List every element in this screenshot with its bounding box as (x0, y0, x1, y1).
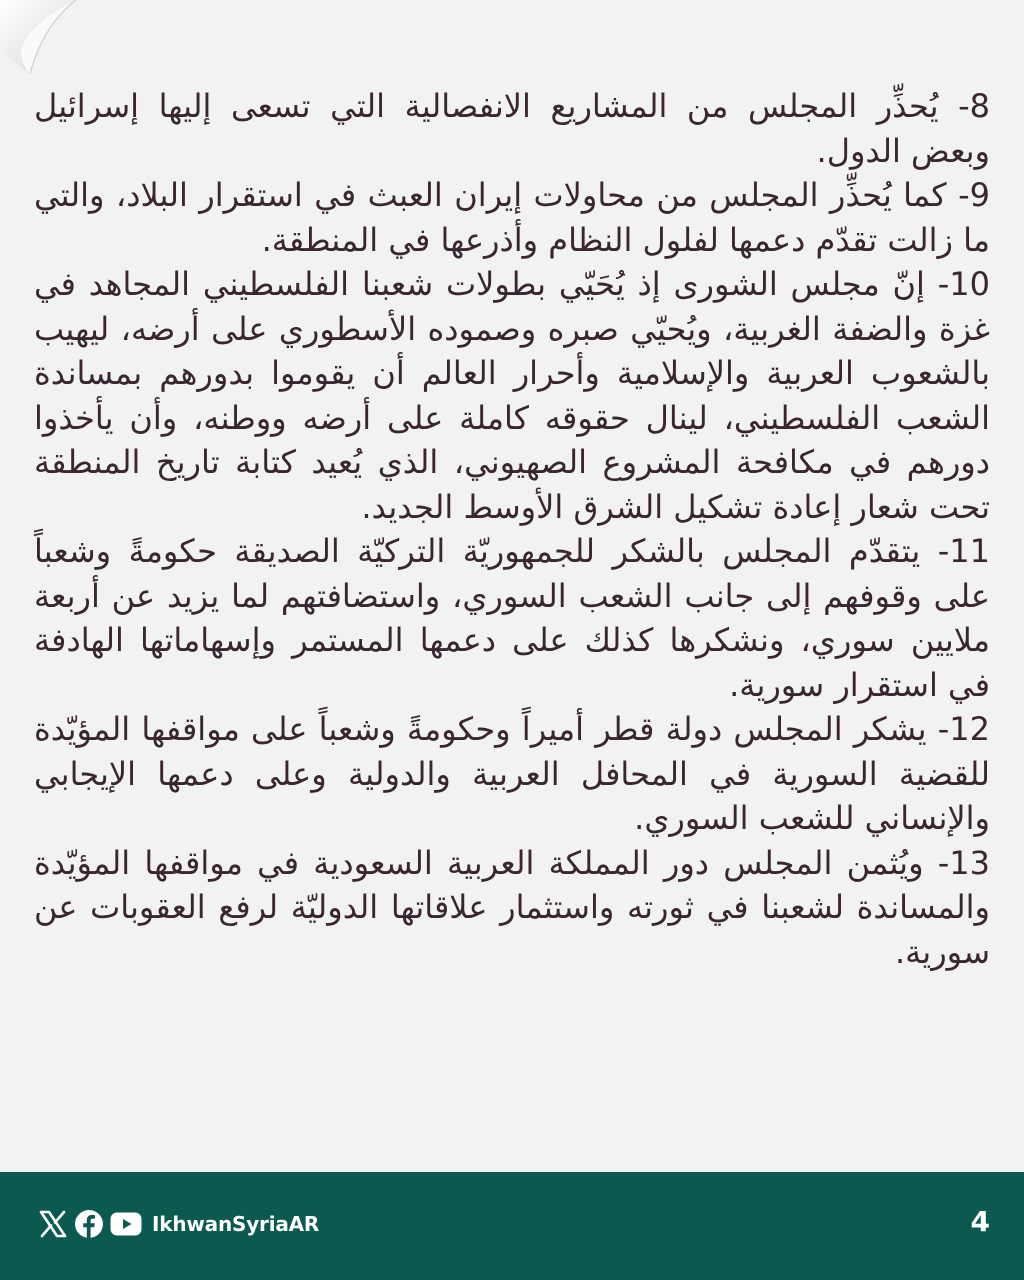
page-number: 4 (970, 1205, 990, 1238)
page-curl-decoration (0, 0, 80, 80)
paragraph-item-9: 9- كما يُحذِّر المجلس من محاولات إيران العبث في استقرار البلاد، والتي ما زالت تقدّم دعمها لفلول النظام وأذرعها في المنطقة. (34, 176, 990, 259)
paragraph-item-8: 8- يُحذِّر المجلس من المشاريع الانفصالية التي تسعى إليها إسرائيل وبعض الدول. (34, 87, 990, 170)
paragraph-item-12: 12- يشكر المجلس دولة قطر أميراً وحكومةً وشعباً على مواقفها المؤيّدة للقضية السورية في المحافل العربية والدولية وعلى دعمها الإيجابي والإنساني للشعب السوري. (34, 710, 990, 837)
footer-bar (0, 1172, 1024, 1280)
youtube-icon[interactable] (110, 1212, 142, 1236)
social-handle[interactable]: IkhwanSyriaAR (152, 1212, 320, 1236)
social-links (38, 1206, 319, 1242)
facebook-icon[interactable] (74, 1209, 104, 1239)
paragraph-item-13: 13- ويُثمن المجلس دور المملكة العربية السعودية في مواقفها المؤيّدة والمساندة لشعبنا في ثورته واستثمار علاقاتها الدوليّة لرفع العقوبات عن سورية. (34, 843, 990, 971)
statement-text (34, 84, 990, 974)
x-icon[interactable] (38, 1210, 68, 1238)
paragraph-item-10: 10- إنّ مجلس الشورى إذ يُحَيّي بطولات شعبنا الفلسطيني المجاهد في غزة والضفة الغربية، ويُحيّي صبره وصموده الأسطوري على أرضه، ليهيب بالشعوب العربية والإسلامية وأحرار العالم أن يقوموا بدورهم بمساندة الشعب الفلسطيني، لينال حقوقه كاملة على أرضه ووطنه، وأن يأخذوا دورهم في مكافحة المشروع الصهيوني، الذي يُعيد كتابة تاريخ المنطقة تحت شعار إعادة تشكيل الشرق الأوسط الجديد. (34, 265, 990, 526)
paragraph-item-11: 11- يتقدّم المجلس بالشكر للجمهوريّة التركيّة الصديقة حكومةً وشعباً على وقوفهم إلى جانب الشعب السوري، واستضافتهم لما يزيد عن أربعة ملايين سوري، ونشكرها كذلك على دعمها المستمر وإسهاماتها الهادفة في استقرار سورية. (34, 532, 990, 704)
